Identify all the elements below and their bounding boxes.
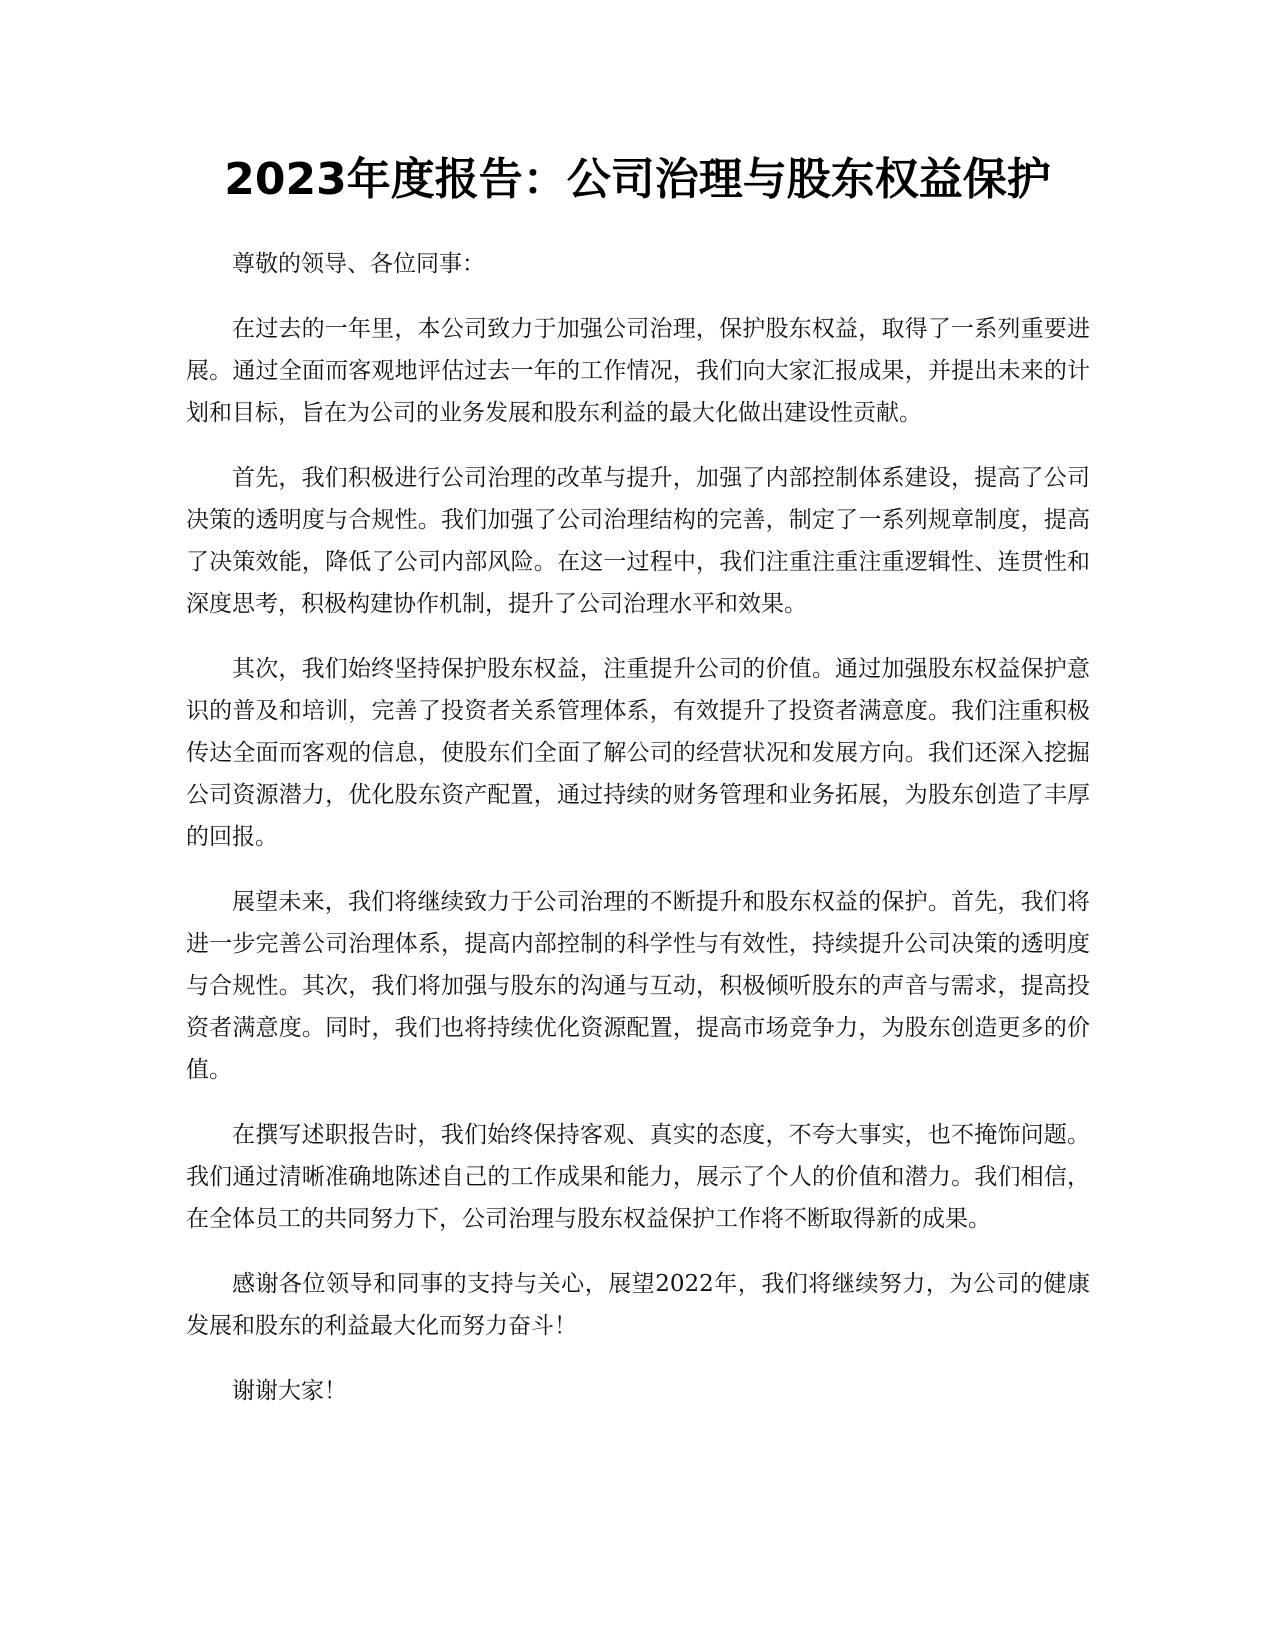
salutation-paragraph: 尊敬的领导、各位同事： [232,251,485,277]
thanks-paragraph: 感谢各位领导和同事的支持与关心，展望2022年，我们将继续努力，为公司的健康发展和股东的利益最大化而努力奋斗！ [186,1271,1090,1339]
document-title: 2023年度报告：公司治理与股东权益保护 [224,154,1051,205]
closing-paragraph: 谢谢大家！ [232,1378,347,1404]
reporting-attitude-paragraph: 在撰写述职报告时，我们始终保持客观、真实的态度，不夸大事实，也不掩饰问题。我们通过清晰准确地陈述自己的工作成果和能力，展示了个人的价值和潜力。我们相信，在全体员工的共同努力下，公司治理与股东权益保护工作将不断取得新的成果。 [186,1122,1090,1232]
shareholder-rights-paragraph: 其次，我们始终坚持保护股东权益，注重提升公司的价值。通过加强股东权益保护意识的普及和培训，完善了投资者关系管理体系，有效提升了投资者满意度。我们注重积极传达全面而客观的信息，使股东们全面了解公司的经营状况和发展方向。我们还深入挖掘公司资源潜力，优化股东资产配置，通过持续的财务管理和业务拓展，为股东创造了丰厚的回报。 [186,656,1090,850]
document-body [186,243,1090,1435]
outlook-paragraph: 展望未来，我们将继续致力于公司治理的不断提升和股东权益的保护。首先，我们将进一步完善公司治理体系，提高内部控制的科学性与有效性，持续提升公司决策的透明度与合规性。其次，我们将加强与股东的沟通与互动，积极倾听股东的声音与需求，提高投资者满意度。同时，我们也将持续优化资源配置，提高市场竞争力，为股东创造更多的价值。 [186,889,1090,1083]
governance-paragraph: 首先，我们积极进行公司治理的改革与提升，加强了内部控制体系建设，提高了公司决策的透明度与合规性。我们加强了公司治理结构的完善，制定了一系列规章制度，提高了决策效能，降低了公司内部风险。在这一过程中，我们注重注重注重逻辑性、连贯性和深度思考，积极构建协作机制，提升了公司治理水平和效果。 [186,465,1090,617]
intro-paragraph: 在过去的一年里，本公司致力于加强公司治理，保护股东权益，取得了一系列重要进展。通过全面而客观地评估过去一年的工作情况，我们向大家汇报成果，并提出未来的计划和目标，旨在为公司的业务发展和股东利益的最大化做出建设性贡献。 [186,316,1090,426]
